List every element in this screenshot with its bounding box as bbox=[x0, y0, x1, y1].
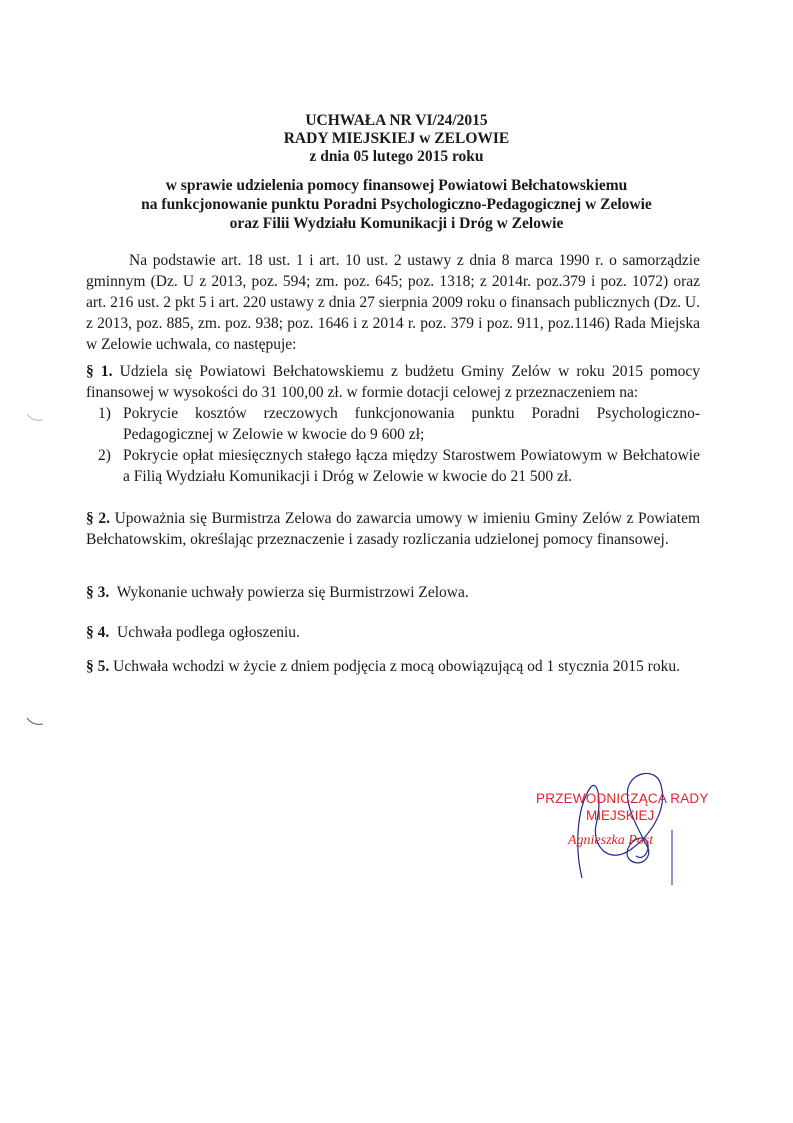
legal-basis-preamble: Na podstawie art. 18 ust. 1 i art. 10 ust. 2 ustawy z dnia 8 marca 1990 r. o samorządzie gminnym (Dz. U z 2013, poz. 594; zm. poz. 645; poz. 1318; z 2014r. poz.379 i poz. 1072) oraz art. 216 ust. 2 pkt 5 i art. 220 ustawy z dnia 27 sierpnia 2009 roku o finansach publicznych (Dz. U. z 2013, poz. 885, zm. poz. 938; poz. 1646 i z 2014 r. poz. 379 i poz. 911, poz.1146) Rada Miejska w Zelowie uchwala, co następuje: bbox=[86, 252, 700, 353]
council-name: RADY MIEJSKIEJ w ZELOWIE bbox=[283, 130, 510, 147]
paragraph-4-label: § 4. bbox=[86, 624, 110, 641]
paragraph-1 bbox=[86, 361, 700, 487]
paragraph-3-text: Wykonanie uchwały powierza się Burmistrzowi Zelowa. bbox=[109, 584, 469, 601]
paragraph-3 bbox=[86, 582, 700, 603]
paragraph-4 bbox=[86, 622, 700, 643]
paragraph-2-text: Upoważnia się Burmistrza Zelowa do zawarcia umowy w imieniu Gminy Zelów z Powiatem Bełchatowskim, określając przeznaczenie i zasady rozliczania udzielonej pomocy finansowej. bbox=[86, 510, 701, 548]
subject-line-1: w sprawie udzielenia pomocy finansowej Powiatowi Bełchatowskiemu bbox=[165, 177, 628, 194]
paragraph-1-label: § 1. bbox=[86, 363, 113, 380]
paragraph-3-label: § 3. bbox=[86, 584, 110, 601]
paragraph-5-label: § 5. bbox=[86, 658, 110, 675]
list-item bbox=[86, 445, 700, 487]
paragraph-2-label: § 2. bbox=[86, 510, 110, 527]
stamp-subtitle: MIEJSKIEJ bbox=[586, 808, 655, 823]
allocation-list bbox=[86, 403, 700, 487]
signature-icon bbox=[520, 770, 720, 890]
list-item-text: Pokrycie kosztów rzeczowych funkcjonowania punktu Poradni Psychologiczno-Pedagogicznej w Zelowie w kwocie do 9 600 zł; bbox=[123, 405, 700, 443]
list-item-number: 2) bbox=[98, 447, 111, 464]
paragraph-5 bbox=[86, 656, 700, 677]
paragraph-5-text: Uchwała wchodzi w życie z dniem podjęcia z mocą obowiązującą od 1 stycznia 2015 roku. bbox=[109, 658, 680, 675]
paragraph-2 bbox=[86, 508, 700, 550]
resolution-number: UCHWAŁA NR VI/24/2015 bbox=[305, 112, 488, 129]
subject-line-2: na funkcjonowanie punktu Poradni Psychologiczno-Pedagogicznej w Zelowie bbox=[141, 196, 652, 213]
list-item-text: Pokrycie opłat miesięcznych stałego łącza między Starostwem Powiatowym w Bełchatowie a Filią Wydziału Komunikacji i Dróg w Zelowie w kwocie do 21 500 zł. bbox=[123, 447, 700, 485]
list-item bbox=[86, 403, 700, 445]
stamp-title: PRZEWODNICZĄCA RADY bbox=[536, 791, 709, 806]
resolution-subject bbox=[0, 176, 793, 233]
stamp-name: Agnieszka Post bbox=[568, 833, 654, 848]
resolution-date: z dnia 05 lutego 2015 roku bbox=[309, 148, 484, 165]
list-item-number: 1) bbox=[98, 405, 111, 422]
punch-hole-mark-icon bbox=[25, 412, 45, 424]
chairwoman-stamp bbox=[520, 770, 720, 890]
punch-hole-mark-icon bbox=[25, 716, 45, 728]
paragraph-1-text: Udziela się Powiatowi Bełchatowskiemu z budżetu Gminy Zelów w roku 2015 pomocy finansowej w wysokości do 31 100,00 zł. w formie dotacji celowej z przeznaczeniem na: bbox=[86, 363, 701, 401]
resolution-header bbox=[0, 112, 793, 166]
paragraph-4-text: Uchwała podlega ogłoszeniu. bbox=[109, 624, 300, 641]
subject-line-3: oraz Filii Wydziału Komunikacji i Dróg w Zelowie bbox=[229, 215, 564, 232]
